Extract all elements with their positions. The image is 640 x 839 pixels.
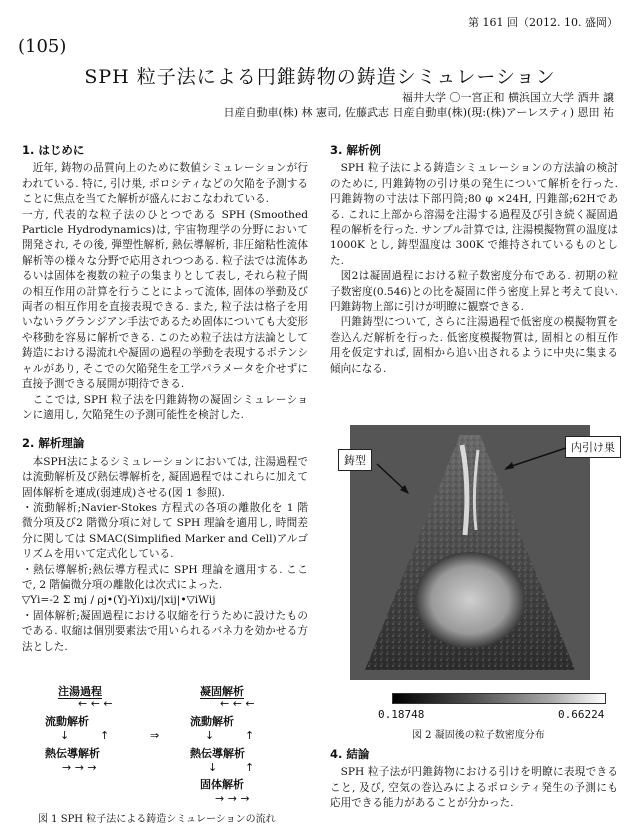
paper-title: SPH 粒子法による円錐鋳物の鋳造シミュレーション	[84, 66, 556, 88]
example-paragraph-3: 円錐鋳型について, さらに注湯過程で低密度の模擬物質を巻込んだ解析を行った. 低密度模擬物質は, 固相との相互作用を仮定すれば, 固相から追い出されるように中央に集まる傾向になる.	[330, 316, 618, 375]
fig2-colorbar-max: 0.66224	[558, 708, 605, 721]
fig1-arrow-up-right-2: ↑	[245, 761, 255, 774]
fig1-arrow-down-right-2: ↓	[208, 761, 218, 774]
section-heading-example: 3. 解析例	[330, 143, 381, 157]
theory-bullet-flow: ・流動解析;Navier-Stokes 方程式の各項の離散化を 1 階微分項及び2 階微分項に対して SPH 理論を適用し, 時間差分に関しては SMAC(Simplified Marker and Cell)アルゴリズムを用いて定式化している.	[22, 501, 308, 561]
intro-paragraph-1: 近年, 鋳物の品質向上のために数値シミュレーションが行われている. 特に, 引け巣, ポロシティなどの欠陥を予測することに焦点を当てた解析が盛んにおこなわれている.	[22, 162, 308, 206]
fig1-arrows-left-top: ← ← ←	[78, 697, 113, 710]
section-heading-theory: 2. 解析理論	[22, 436, 85, 451]
intro-paragraph-3: ここでは, SPH 粒子法を円錐鋳物の凝固シミュレーションに適用し, 欠陥発生の予測可能性を検討した.	[22, 393, 308, 421]
fig1-flow-left: 流動解析	[45, 715, 89, 728]
section-heading-conclusion: 4. 結論	[330, 747, 370, 761]
fig2-shrinkage-pointer	[500, 444, 570, 474]
fig1-heat-left: 熱伝導解析	[45, 747, 100, 760]
fig1-heat-right: 熱伝導解析	[190, 747, 245, 760]
fig2-mold-label: 鋳型	[338, 449, 372, 471]
authors-line-1: 福井大学 〇一宮正和 横浜国立大学 酒井 譲	[402, 91, 614, 104]
fig2-caption: 図 2 凝固後の粒子数密度分布	[412, 730, 545, 741]
section-heading-intro: 1. はじめに	[22, 143, 85, 157]
conclusion-block	[330, 747, 618, 812]
fig1-arrow-up-left: ↑	[100, 729, 110, 742]
fig2-shrinkage-label: 内引け巣	[565, 436, 621, 458]
fig1-arrow-right-main: ⇒	[150, 729, 160, 742]
intro-paragraph-2: 一方, 代表的な粒子法のひとつである SPH (Smoothed Particle Hydrodynamics)は, 宇宙物理学の分野において開発され, その後, 弾塑性解析, 熱伝導解析, 非圧縮粘性流体解析等の様々な分野で応用されつつある. 粒子法では流体あるいは固体を複数の粒子の集まりとして表し, それら粒子間の相互作用の計算を行うことによって流体, 固体の挙動及び両者の相互作用を直接表現できる. また, 粒子法は格子を用いないラグランジアン手法であるため固体についても大変形や移動を容易に解析できる. このため粒子法は方法論として鋳造における湯流れや凝固の過程の挙動を表現するポテンシャルがあり, そこでの欠陥発生を工学パラメータを介せずに直接予測できる展開が期待できる.	[22, 208, 308, 391]
fig1-arrows-right-bottom: → → →	[215, 792, 250, 805]
meeting-label: 第 161 回（2012. 10. 盛岡）	[468, 16, 618, 29]
fig1-flow-right: 流動解析	[190, 715, 234, 728]
fig1-arrow-down-left: ↓	[60, 729, 70, 742]
fig1-solid-label: 凝固解析	[200, 685, 244, 698]
fig1-arrow-down-right: ↓	[205, 729, 215, 742]
fig1-solid-analysis: 固体解析	[200, 778, 244, 791]
theory-paragraph-1: 本SPH法によるシミュレーションにおいては, 注湯過程では流動解析及び熱伝導解析を, 凝固過程ではこれらに加えて固体解析を連成(弱連成)させる(図 1 参照).	[22, 455, 308, 499]
fig1-arrows-right-top: ← ← ←	[220, 697, 255, 710]
fig1-pour-label: 注湯過程	[58, 685, 102, 698]
theory-bullet-heat: ・熱伝導解析;熱伝導方程式に SPH 理論を適用する. ここで, 2 階偏微分項の離散化は次式によった.	[22, 563, 308, 591]
fig2-mold-pointer	[375, 462, 415, 497]
theory-formula: ▽Yi=-2 Σ mj / ρj•(Yj-Yi)xij/|xij|•▽iWij	[22, 594, 216, 607]
right-column	[330, 143, 618, 377]
authors-line-2: 日産自動車(株) 林 憲司, 佐藤武志 日産自動車(株)(現:(株)アーレスティ) 恩田 祐	[223, 106, 614, 119]
example-paragraph-2: 図2は凝固過程における粒子数密度分布である. 初期の粒子数密度(0.546)との比を凝固に伴う密度上昇と考えて良い. 円錐鋳物上部に引けが明瞭に観察できる.	[330, 270, 618, 314]
fig1-arrows-left-bottom: → → →	[62, 761, 97, 774]
fig2-colorbar	[392, 693, 606, 704]
paper-number: (105)	[18, 36, 67, 57]
fig1-arrow-up-right: ↑	[245, 729, 255, 742]
fig1-caption: 図 1 SPH 粒子法による鋳造シミュレーションの流れ	[38, 814, 276, 825]
left-column	[22, 143, 308, 655]
example-paragraph-1: SPH 粒子法による鋳造シミュレーションの方法論の検討のために, 円錐鋳物の引け巣の発生について解析を行った. 円錐鋳物の寸法は下部円筒;80 φ ×24H, 円錐部;62Hである. これに上部から溶湯を注湯する過程及び引き続く凝固過程の解析を行った. サンプル計算では, 注湯模擬物質の温度は 1000K とし, 鋳型温度は 300K で維持されているものとした.	[330, 162, 618, 267]
fig2-dense-core	[415, 552, 525, 648]
conclusion-paragraph: SPH 粒子法が円錐鋳物における引けを明瞭に表現できること, 及び, 空気の巻込みによるポロシティ発生の予測にも応用できる能力があることが分かった.	[330, 766, 618, 810]
theory-bullet-solid: ・固体解析;凝固過程における収縮を行うために設けたものである. 収縮は個別要素法で用いられるバネ力を効かせる方法とした.	[22, 609, 308, 653]
fig2-colorbar-min: 0.18748	[378, 708, 425, 721]
